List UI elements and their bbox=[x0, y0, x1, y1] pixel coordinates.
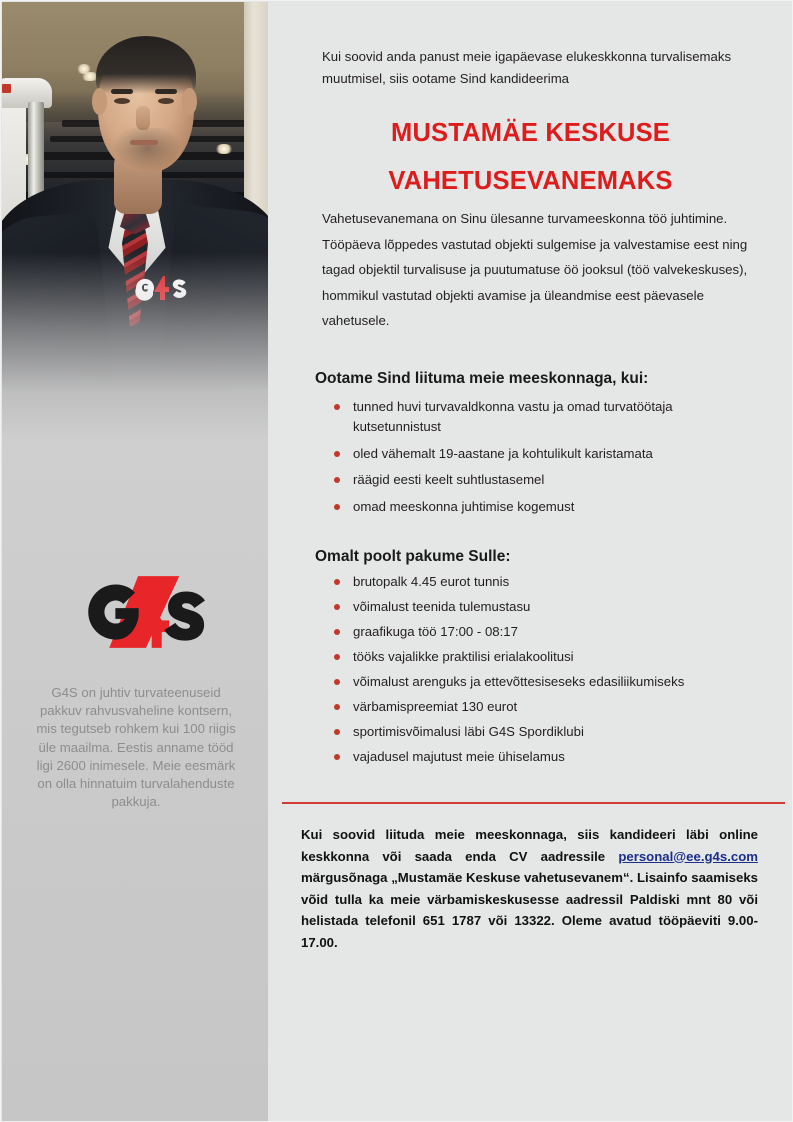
contact-text-part-2: märgusõnaga „Mustamäe Keskuse vahetusevanem“. Lisainfo saamiseks võid tulla ka meie värbamiskeskusesse aadressil Paldiski mnt 80 või helistada telefonil 651 1787 või 13322. Oleme avatud tööpäeviti 9.00-17.00. bbox=[301, 870, 758, 950]
photo-gradient-fade bbox=[2, 252, 268, 442]
security-gate-top bbox=[2, 78, 52, 108]
list-item: tööks vajalikke praktilisi erialakoolitusi bbox=[330, 647, 760, 667]
officer-nose bbox=[136, 106, 150, 130]
list-item: graafikuga töö 17:00 - 08:17 bbox=[330, 622, 760, 642]
list-item: tunned huvi turvavaldkonna vastu ja omad turvatöötaja kutsetunnistust bbox=[330, 397, 760, 437]
requirements-heading: Ootame Sind liituma meie meeskonnaga, kui: bbox=[315, 370, 649, 387]
main-content bbox=[268, 2, 793, 1122]
list-item: räägid eesti keelt suhtlustasemel bbox=[330, 470, 760, 490]
contact-paragraph bbox=[301, 824, 758, 953]
email-link[interactable]: personal@ee.g4s.com bbox=[618, 848, 758, 864]
section-divider bbox=[282, 802, 785, 804]
officer-eyebrow-left bbox=[111, 89, 133, 94]
officer-eye-right bbox=[158, 98, 174, 104]
list-item: võimalust arenguks ja ettevõttesiseseks edasiliikumiseks bbox=[330, 672, 760, 692]
gate-logo-mark bbox=[2, 84, 11, 93]
offers-list bbox=[330, 572, 760, 772]
job-title-line-2: VAHETUSEVANEMAKS bbox=[388, 167, 673, 195]
list-item: omad meeskonna juhtimise kogemust bbox=[330, 497, 760, 517]
ceiling-light bbox=[214, 144, 234, 154]
g4s-logo bbox=[2, 558, 268, 666]
list-item: vajadusel majutust meie ühiselamus bbox=[330, 747, 760, 767]
security-officer-photo bbox=[2, 2, 268, 442]
list-item: oled vähemalt 19-aastane ja kohtulikult karistamata bbox=[330, 444, 760, 464]
intro-paragraph: Kui soovid anda panust meie igapäevase elukeskkonna turvalisemaks muutmisel, siis ootame Sind kandideerima bbox=[322, 49, 732, 86]
list-item: sportimisvõimalusi läbi G4S Spordiklubi bbox=[330, 722, 760, 742]
list-item: brutopalk 4.45 eurot tunnis bbox=[330, 572, 760, 592]
left-sidebar bbox=[2, 2, 268, 1122]
role-description: Vahetusevanemana on Sinu ülesanne turvameeskonna töö juhtimine. Tööpäeva lõppedes vastutad objekti sulgemise ja valvestamise eest ning tagad objektil turvalisuse ja puutumatuse öö jooksul (töö valvekeskuses), hommikul vastutad objekti avamise ja üleandmise eest päevasele vahetusele. bbox=[322, 211, 748, 329]
job-title-line-1: MUSTAMÄE KESKUSE bbox=[391, 119, 670, 147]
officer-eye-left bbox=[114, 98, 130, 104]
officer-ear-right bbox=[182, 88, 197, 115]
officer-mouth bbox=[130, 140, 158, 145]
contact-text-part-1: Kui soovid liituda meie meeskonnaga, siis kandideeri läbi online keskkonna või saada enda CV aadressile bbox=[301, 827, 758, 864]
requirements-list bbox=[330, 397, 760, 523]
offers-heading: Omalt poolt pakume Sulle: bbox=[315, 548, 511, 565]
list-item: võimalust teenida tulemustasu bbox=[330, 597, 760, 617]
about-company-text: G4S on juhtiv turvateenuseid pakkuv rahvusvaheline kontsern, mis tegutseb rohkem kui 100 riigis üle maailma. Eestis anname tööd ligi 2600 inimesele. Meie eesmärk on olla hinnatuim turvalahenduste pakkuja. bbox=[36, 685, 236, 810]
officer-eyebrow-right bbox=[155, 89, 177, 94]
list-item: värbamispreemiat 130 eurot bbox=[330, 697, 760, 717]
officer-ear-left bbox=[92, 88, 107, 115]
